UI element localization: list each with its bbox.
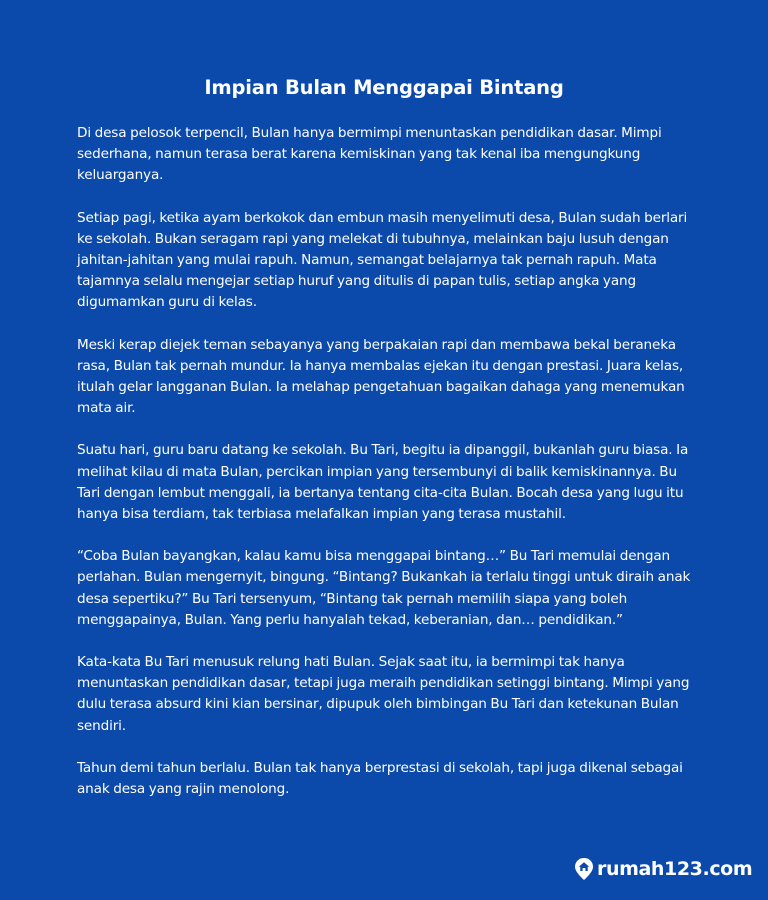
location-pin-house-icon xyxy=(574,857,594,881)
story-paragraph: “Coba Bulan bayangkan, kalau kamu bisa menggapai bintang…” Bu Tari memulai dengan perlahan. Bulan mengernyit, bingung. “Bintang? Bukankah ia terlalu tinggi untuk diraih anak desa sepertiku?” Bu Tari tersenyum, “Bintang tak pernah memilih siapa yang boleh menggapainya, Bulan. Yang perlu hanyalah tekad, keberanian, dan… pendidikan.” xyxy=(77,548,691,628)
page-title: Impian Bulan Menggapai Bintang xyxy=(204,76,564,99)
brand-logo xyxy=(574,855,752,883)
brand-logo-text: rumah123.com xyxy=(597,858,753,880)
story-paragraph: Meski kerap diejek teman sebayanya yang berpakaian rapi dan membawa bekal beraneka rasa, Bulan tak pernah mundur. Ia hanya membalas ejekan itu dengan prestasi. Juara kelas, itulah gelar langganan Bulan. Ia melahap pengetahuan bagaikan dahaga yang menemukan mata air. xyxy=(77,336,685,417)
story-paragraph: Tahun demi tahun berlalu. Bulan tak hanya berprestasi di sekolah, tapi juga dikenal sebagai anak desa yang rajin menolong. xyxy=(77,759,683,798)
story-body xyxy=(77,123,695,821)
story-paragraph: Setiap pagi, ketika ayam berkokok dan embun masih menyelimuti desa, Bulan sudah berlari ke sekolah. Bukan seragam rapi yang melekat di tubuhnya, melainkan baju lusuh dengan jahitan-jahitan yang mulai rapuh. Namun, semangat belajarnya tak pernah rapuh. Mata tajamnya selalu mengejar setiap huruf yang ditulis di papan tulis, setiap angka yang digumamkan guru di kelas. xyxy=(77,209,688,311)
story-paragraph: Suatu hari, guru baru datang ke sekolah. Bu Tari, begitu ia dipanggil, bukanlah guru biasa. Ia melihat kilau di mata Bulan, percikan impian yang tersembunyi di balik kemiskinannya. Bu Tari dengan lembut menggali, ia bertanya tentang cita-cita Bulan. Bocah desa yang lugu itu hanya bisa terdiam, tak terbiasa melafalkan impian yang terasa mustahil. xyxy=(77,442,689,523)
story-paragraph: Di desa pelosok terpencil, Bulan hanya bermimpi menuntaskan pendidikan dasar. Mimpi sederhana, namun terasa berat karena kemiskinan yang tak kenal iba mengungkung keluarganya. xyxy=(77,125,662,184)
story-paragraph: Kata-kata Bu Tari menusuk relung hati Bulan. Sejak saat itu, ia bermimpi tak hanya menuntaskan pendidikan dasar, tetapi juga meraih pendidikan setinggi bintang. Mimpi yang dulu terasa absurd kini kian bersinar, dipupuk oleh bimbingan Bu Tari dan ketekunan Bulan sendiri. xyxy=(77,654,690,734)
